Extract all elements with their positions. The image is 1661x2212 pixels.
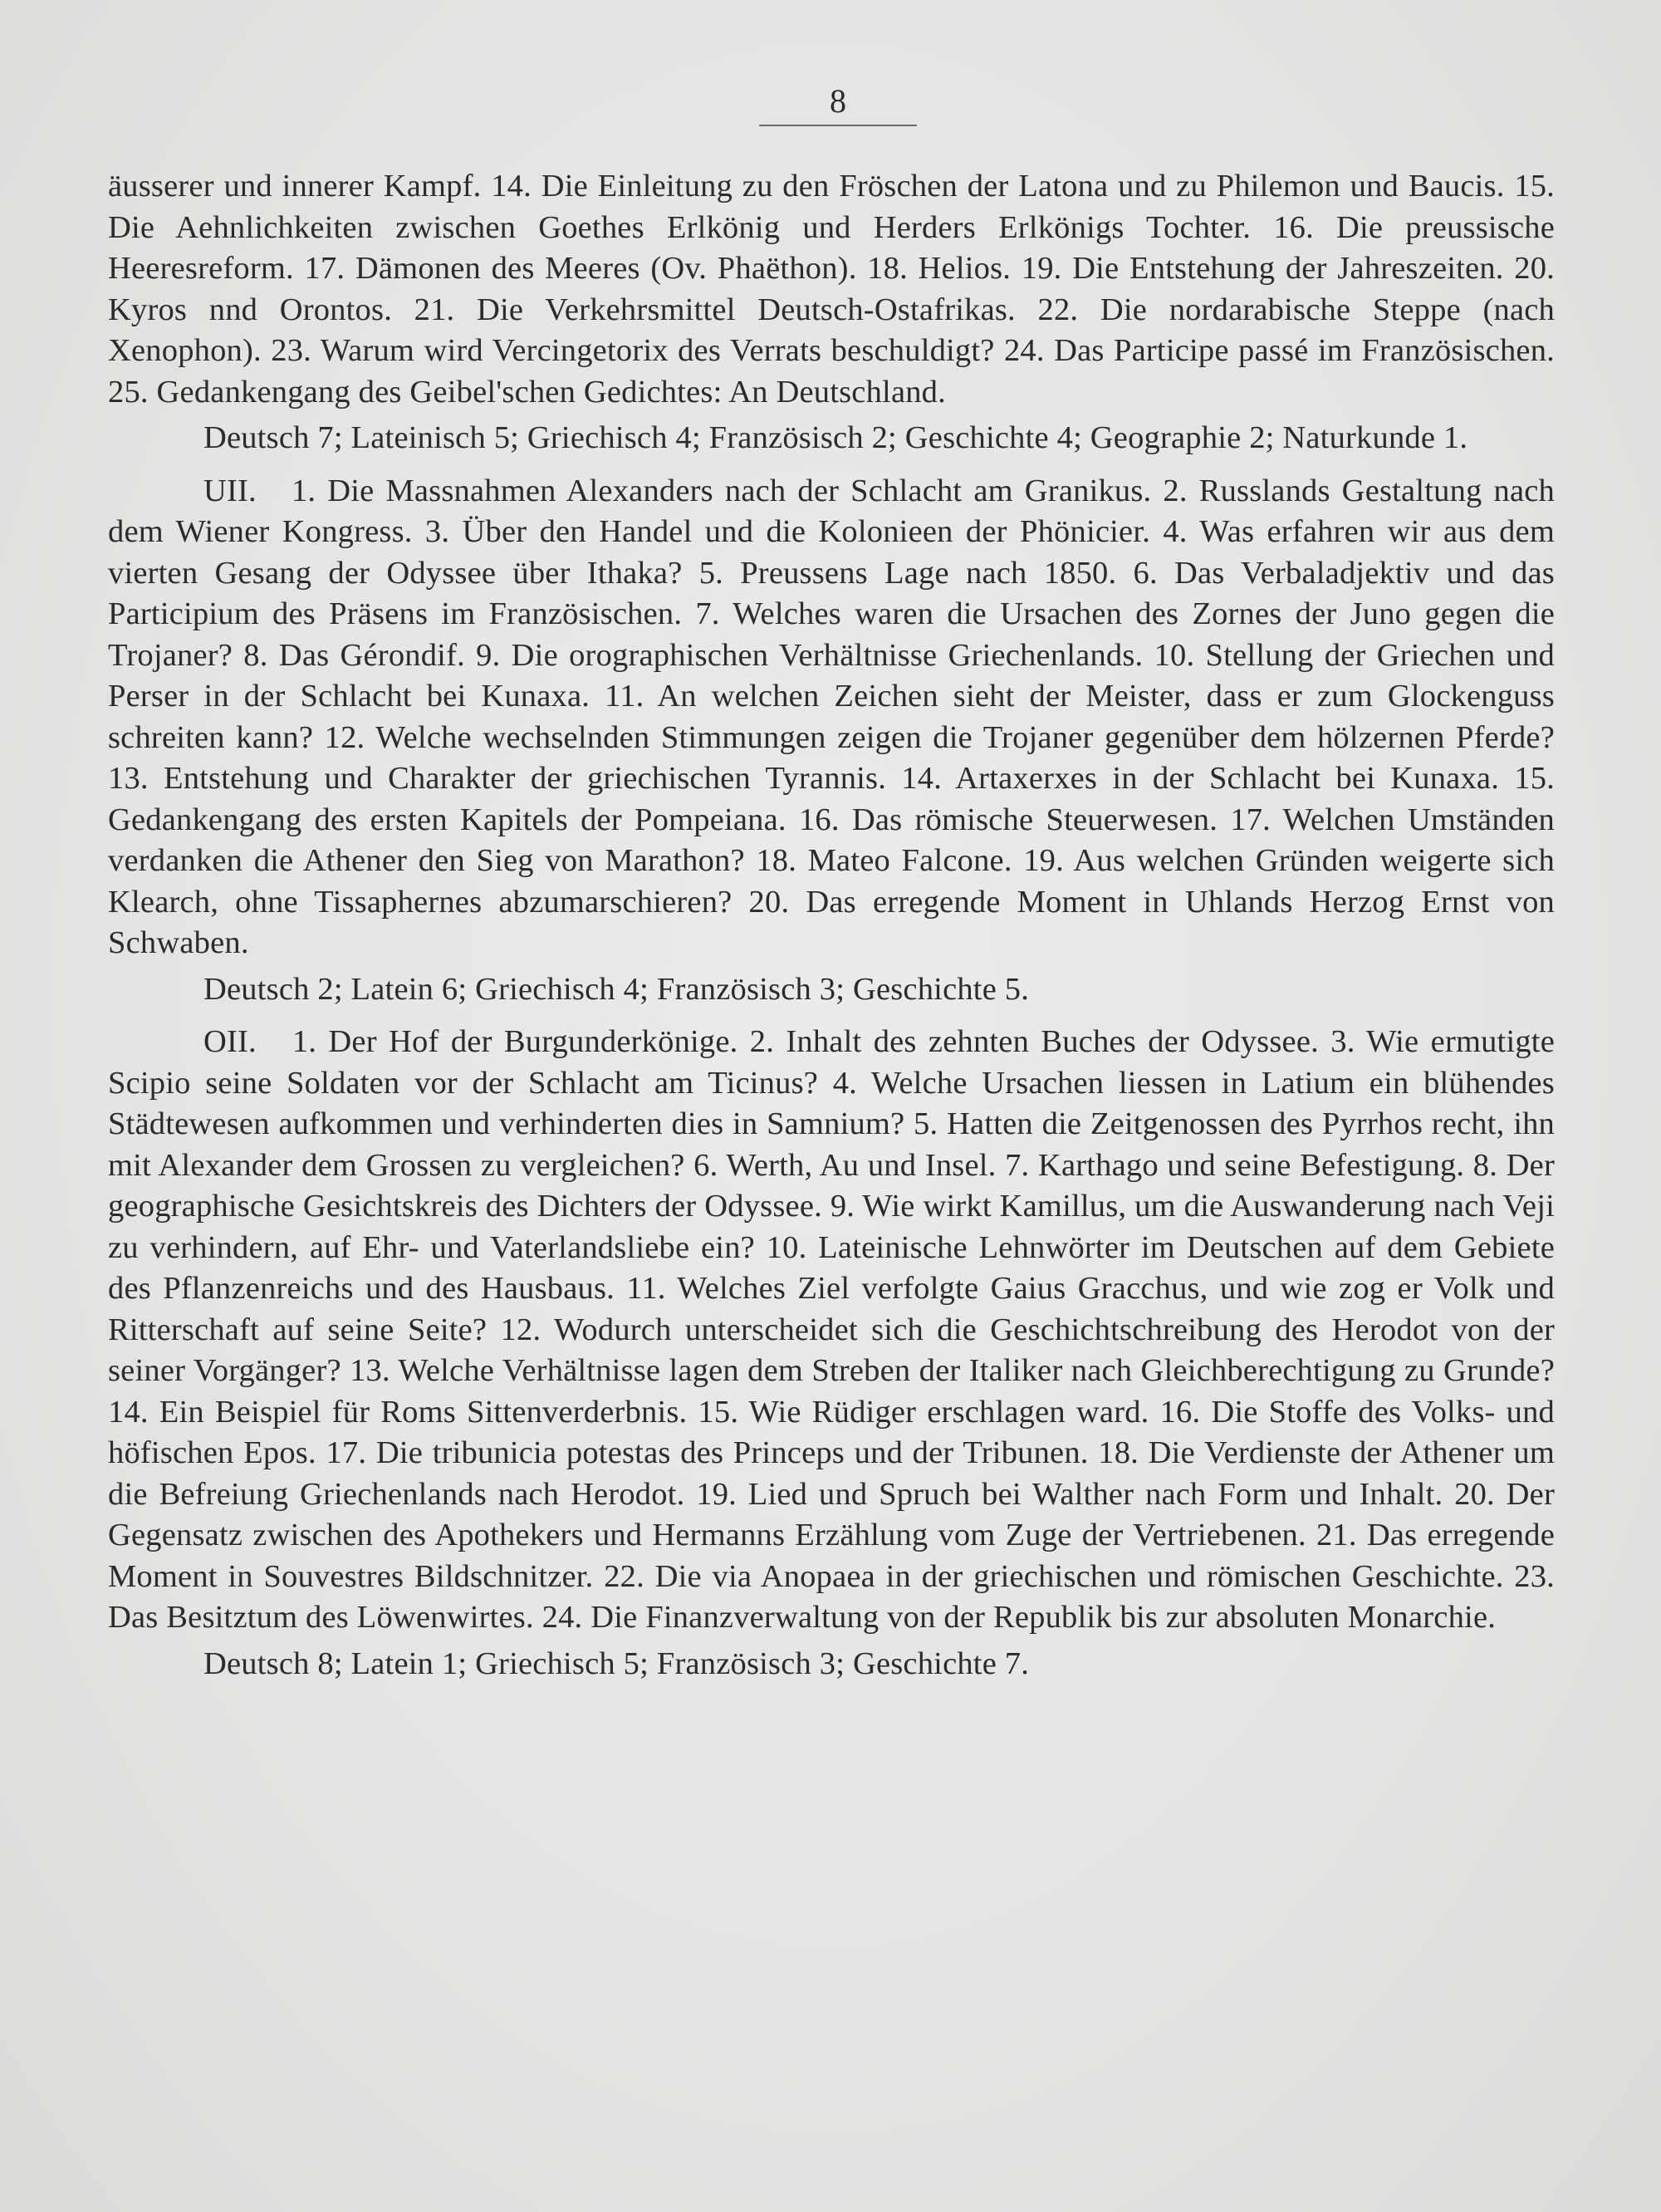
essay-topics-oii xyxy=(108,1022,1555,1639)
subject-counts-oii: Deutsch 8; Latein 1; Griechisch 5; Französisch 3; Geschichte 7. xyxy=(203,1646,1030,1681)
essay-topics-oii-text: 1. Der Hof der Burgunderkönige. 2. Inhalt des zehnten Buches der Odyssee. 3. Wie ermutigte Scipio seine Soldaten vor der Schlacht am Ticinus? 4. Welche Ursachen liessen in Latium ein blühendes Städtewesen aufkommen und verhinderten dies in Samnium? 5. Hatten die Zeitgenossen des Pyrrhos recht, ihn mit Alexander dem Grossen zu vergleichen? 6. Werth, Au und Insel. 7. Karthago und seine Befestigung. 8. Der geographische Gesichtskreis des Dichters der Odyssee. 9. Wie wirkt Kamillus, um die Auswanderung nach Veji zu verhindern, auf Ehr- und Vaterlandsliebe ein? 10. Lateinische Lehnwörter im Deutschen auf dem Gebiete des Pflanzenreichs und des Hausbaus. 11. Welches Ziel verfolgte Gaius Gracchus, und wie zog er Volk und Ritterschaft auf seine Seite? 12. Wodurch unterscheidet sich die Geschichtschreibung des Herodot von der seiner Vorgänger? 13. Welche Verhältnisse lagen dem Streben der Italiker nach Gleichberechtigung zu Grunde? 14. Ein Beispiel für Roms Sittenverderbnis. 15. Wie Rüdiger erschlagen ward. 16. Die Stoffe des Volks- und höfischen Epos. 17. Die tribunicia potestas des Princeps und der Tribunen. 18. Die Verdienste der Athener um die Befreiung Griechenlands nach Herodot. 19. Lied und Spruch bei Walther nach Form und Inhalt. 20. Der Gegensatz zwischen des Apothekers und Hermanns Erzählung vom Zuge der Vertriebenen. 21. Das erregende Moment in Souvestres Bildschnitzer. 22. Die via Anopaea in der griechischen und römischen Geschichte. 23. Das Besitztum des Löwenwirtes. 24. Die Finanzverwaltung von der Republik bis zur absoluten Monarchie. xyxy=(108,1024,1555,1635)
essay-topics-uii-text: 1. Die Massnahmen Alexanders nach der Schlacht am Granikus. 2. Russlands Gestaltung nach dem Wiener Kongress. 3. Über den Handel und die Kolonieen der Phönicier. 4. Was erfahren wir aus dem vierten Gesang der Odyssee über Ithaka? 5. Preussens Lage nach 1850. 6. Das Verbaladjektiv und das Participium des Präsens im Französischen. 7. Welches waren die Ursachen des Zornes der Juno gegen die Trojaner? 8. Das Gérondif. 9. Die orographischen Verhältnisse Griechenlands. 10. Stellung der Griechen und Perser in der Schlacht bei Kunaxa. 11. An welchen Zeichen sieht der Meister, dass er zum Glockenguss schreiten kann? 12. Welche wechselnden Stimmungen zeigen die Trojaner gegenüber dem hölzernen Pferde? 13. Entstehung und Charakter der griechischen Tyrannis. 14. Artaxerxes in der Schlacht bei Kunaxa. 15. Gedankengang des ersten Kapitels der Pompeiana. 16. Das römische Steuerwesen. 17. Welchen Umständen verdanken die Athener den Sieg von Marathon? 18. Mateo Falcone. 19. Aus welchen Gründen weigerte sich Klearch, ohne Tissaphernes abzumarschieren? 20. Das erregende Moment in Uhlands Herzog Ernst von Schwaben. xyxy=(108,473,1555,960)
essay-topics-continuation: äusserer und innerer Kampf. 14. Die Einleitung zu den Fröschen der Latona und zu Philemon und Baucis. 15. Die Aehnlichkeiten zwischen Goethes Erlkönig und Herders Erlkönigs Tochter. 16. Die preussische Heeresreform. 17. Dämonen des Meeres (Ov. Phaëthon). 18. Helios. 19. Die Entstehung der Jahreszeiten. 20. Kyros nnd Orontos. 21. Die Verkehrsmittel Deutsch-Ostafrikas. 22. Die nordarabische Steppe (nach Xenophon). 23. Warum wird Vercingetorix des Verrats beschuldigt? 24. Das Participe passé im Französischen. 25. Gedankengang des Geibel'schen Gedichtes: An Deutschland. xyxy=(108,169,1555,410)
subject-counts-oiii: Deutsch 7; Lateinisch 5; Griechisch 4; Französisch 2; Geschichte 4; Geographie 2; Naturkunde 1. xyxy=(203,420,1468,455)
class-label-uii: UII. xyxy=(203,473,257,508)
page-number: 8 xyxy=(759,81,917,126)
body-text xyxy=(108,166,1555,1696)
subject-counts-uii: Deutsch 2; Latein 6; Griechisch 4; Französisch 3; Geschichte 5. xyxy=(203,971,1030,1007)
class-label-oii: OII. xyxy=(203,1024,257,1059)
essay-topics-uii xyxy=(108,471,1555,964)
